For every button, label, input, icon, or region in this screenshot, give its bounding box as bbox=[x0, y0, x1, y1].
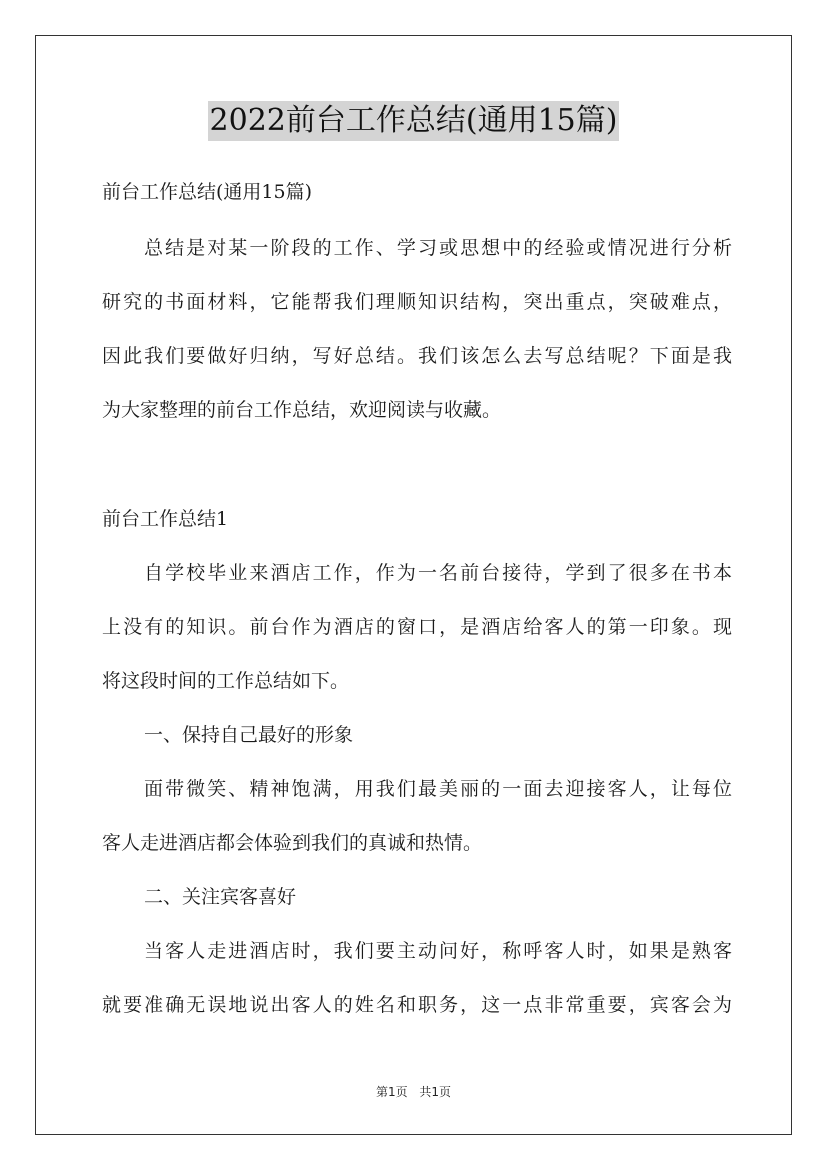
para1-line-3: 将这段时间的工作总结如下。 bbox=[102, 670, 350, 692]
point1-heading: 一、保持自己最好的形象 bbox=[144, 724, 354, 746]
para1-line-2: 上没有的知识。前台作为酒店的窗口，是酒店给客人的第一印象。现 bbox=[102, 616, 732, 638]
point2-line-1: 当客人走进酒店时，我们要主动问好，称呼客人时，如果是熟客 bbox=[144, 940, 732, 962]
point1-line-2: 客人走进酒店都会体验到我们的真诚和热情。 bbox=[102, 832, 483, 854]
page-number: 第1页 bbox=[375, 1085, 408, 1099]
document-title: 2022前台工作总结(通用15篇) bbox=[208, 101, 620, 141]
title-container bbox=[0, 101, 827, 141]
document-subtitle: 前台工作总结(通用15篇) bbox=[102, 181, 313, 203]
point1-line-1: 面带微笑、精神饱满，用我们最美丽的一面去迎接客人，让每位 bbox=[144, 778, 732, 800]
point2-line-2: 就要准确无误地说出客人的姓名和职务，这一点非常重要，宾客会为 bbox=[102, 994, 732, 1016]
page-footer bbox=[0, 1084, 827, 1100]
para1-line-1: 自学校毕业来酒店工作，作为一名前台接待，学到了很多在书本 bbox=[144, 562, 732, 584]
point2-heading: 二、关注宾客喜好 bbox=[144, 886, 297, 908]
page-total: 共1页 bbox=[419, 1085, 452, 1099]
intro-line-4: 为大家整理的前台工作总结，欢迎阅读与收藏。 bbox=[102, 399, 502, 421]
section-heading: 前台工作总结1 bbox=[102, 508, 229, 530]
intro-line-2: 研究的书面材料，它能帮我们理顺知识结构，突出重点，突破难点， bbox=[102, 291, 732, 313]
intro-line-3: 因此我们要做好归纳，写好总结。我们该怎么去写总结呢？下面是我 bbox=[102, 345, 732, 367]
intro-line-1: 总结是对某一阶段的工作、学习或思想中的经验或情况进行分析 bbox=[144, 237, 732, 259]
